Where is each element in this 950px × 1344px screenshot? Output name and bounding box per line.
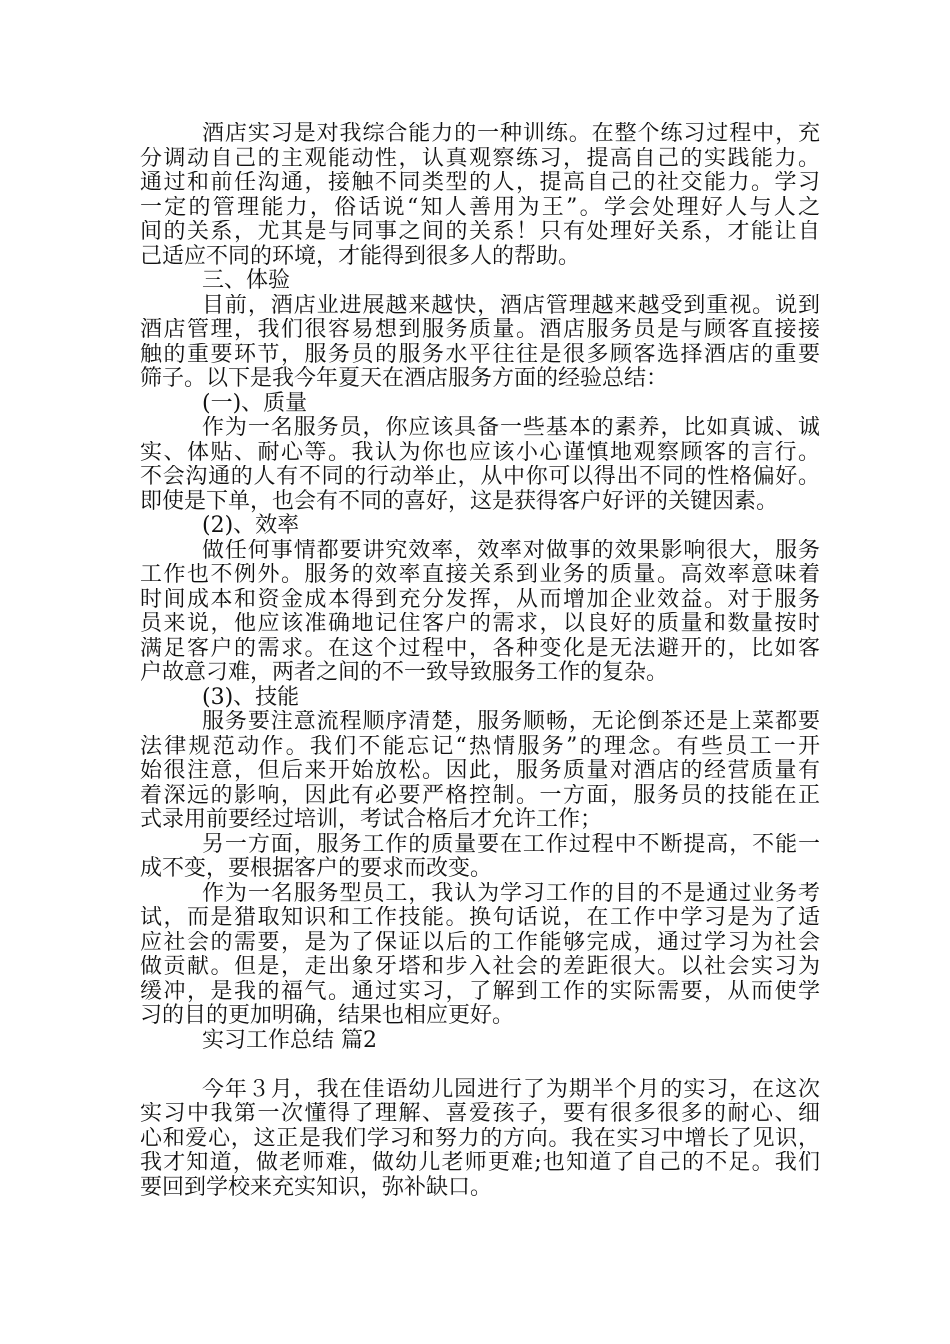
text-line: 己适应不同的环境，才能得到很多人的帮助。 [140, 243, 581, 269]
text-line: 做贡献。但是，走出象牙塔和步入社会的差距很大。以社会实习为 [140, 955, 820, 979]
text-line: 法律规范动作。我们不能忘记“热情服务”的理念。有些员工一开 [140, 734, 820, 759]
body-paragraph [140, 416, 820, 514]
text-line: 工作也不例外。服务的效率直接关系到业务的质量。高效率意味着 [140, 563, 820, 587]
section-heading [140, 514, 820, 539]
text-line: 成不变，要根据客户的要求而改变。 [140, 856, 493, 881]
blank-line [140, 1053, 820, 1078]
section-heading [140, 269, 820, 294]
text-line: 缓冲，是我的福气。通过实习，了解到工作的实际需要，从而使学 [140, 979, 820, 1004]
text-line: 我才知道，做老师难，做幼儿老师更难;也知道了自己的不足。我们 [140, 1151, 820, 1175]
text-line: 服务要注意流程顺序清楚，服务顺畅，无论倒茶还是上菜都要 [202, 710, 820, 734]
body-paragraph [140, 122, 820, 269]
body-paragraph [140, 1078, 820, 1201]
text-line: 要回到学校来充实知识，弥补缺口。 [140, 1174, 493, 1200]
body-paragraph [140, 882, 820, 1029]
section-heading [140, 1029, 820, 1054]
text-line: 习的目的更加明确，结果也相应更好。 [140, 1003, 515, 1028]
text-line: 员来说，他应该准确地记住客户的需求，以良好的质量和数量按时 [140, 612, 820, 636]
document-body [140, 122, 820, 1200]
text-line: 触的重要环节，服务员的服务水平往往是很多顾客选择酒店的重要 [140, 342, 820, 367]
section-heading [140, 686, 820, 711]
section-heading [140, 392, 820, 417]
text-line: 即使是下单，也会有不同的喜好，这是获得客户好评的关键因素。 [140, 488, 779, 514]
text-line: 满足客户的需求。在这个过程中，各种变化是无法避开的，比如客 [140, 636, 820, 661]
heading-text: 三、体验 [202, 268, 291, 293]
text-line: 目前，酒店业进展越来越快，酒店管理越来越受到重视。说到 [202, 293, 820, 318]
body-paragraph [140, 833, 820, 882]
text-line: 始很注意，但后来开始放松。因此，服务质量对酒店的经营质量有 [140, 759, 820, 783]
text-line: 式录用前要经过培训，考试合格后才允许工作； [140, 807, 603, 832]
text-line: 做任何事情都要讲究效率，效率对做事的效果影响很大，服务 [202, 538, 820, 563]
text-line: 着深远的影响，因此有必要严格控制。一方面，服务员的技能在正 [140, 783, 820, 808]
text-line: 时间成本和资金成本得到充分发挥，从而增加企业效益。对于服务 [140, 587, 820, 612]
text-line: 一定的管理能力，俗话说“知人善用为王”。学会处理好人与人之 [140, 195, 820, 220]
body-paragraph [140, 710, 820, 833]
text-line: 试，而是猎取知识和工作技能。换句话说，在工作中学习是为了适 [140, 906, 820, 930]
text-line: 酒店实习是对我综合能力的一种训练。在整个练习过程中，充 [202, 122, 820, 146]
text-line: 作为一名服务型员工，我认为学习工作的目的不是通过业务考 [202, 881, 820, 906]
text-line: 筛子。以下是我今年夏天在酒店服务方面的经验总结： [140, 366, 669, 391]
text-line: 酒店管理，我们很容易想到服务质量。酒店服务员是与顾客直接接 [140, 318, 820, 342]
heading-text: 实习工作总结 篇2 [202, 1027, 377, 1053]
heading-text: (2)、效率 [202, 513, 300, 538]
text-line: 作为一名服务员，你应该具备一些基本的素养，比如真诚、诚 [202, 416, 820, 440]
heading-text: (3)、技能 [202, 684, 300, 710]
text-line: 实习中我第一次懂得了理解、喜爱孩子，要有很多很多的耐心、细 [140, 1102, 820, 1126]
text-line: 心和爱心，这正是我们学习和努力的方向。我在实习中增长了见识， [140, 1126, 820, 1151]
text-line: 户故意刁难，两者之间的不一致导致服务工作的复杂。 [140, 660, 669, 685]
text-line: 今年３月，我在佳语幼儿园进行了为期半个月的实习，在这次 [202, 1077, 820, 1102]
text-line: 实、体贴、耐心等。我认为你也应该小心谨慎地观察顾客的言行。 [140, 440, 820, 465]
text-line: 通过和前任沟通，接触不同类型的人，提高自己的社交能力。学习 [140, 171, 820, 195]
heading-text: (一)、质量 [202, 390, 308, 416]
body-paragraph [140, 294, 820, 392]
body-paragraph [140, 539, 820, 686]
text-line: 分调动自己的主观能动性，认真观察练习，提高自己的实践能力。 [140, 146, 820, 171]
text-line: 另一方面，服务工作的质量要在工作过程中不断提高，不能一 [202, 832, 820, 857]
text-line: 应社会的需要，是为了保证以后的工作能够完成，通过学习为社会 [140, 930, 820, 955]
text-line: 不会沟通的人有不同的行动举止，从中你可以得出不同的性格偏好。 [140, 465, 820, 489]
text-line: 间的关系，尤其是与同事之间的关系！只有处理好关系，才能让自 [140, 220, 820, 244]
